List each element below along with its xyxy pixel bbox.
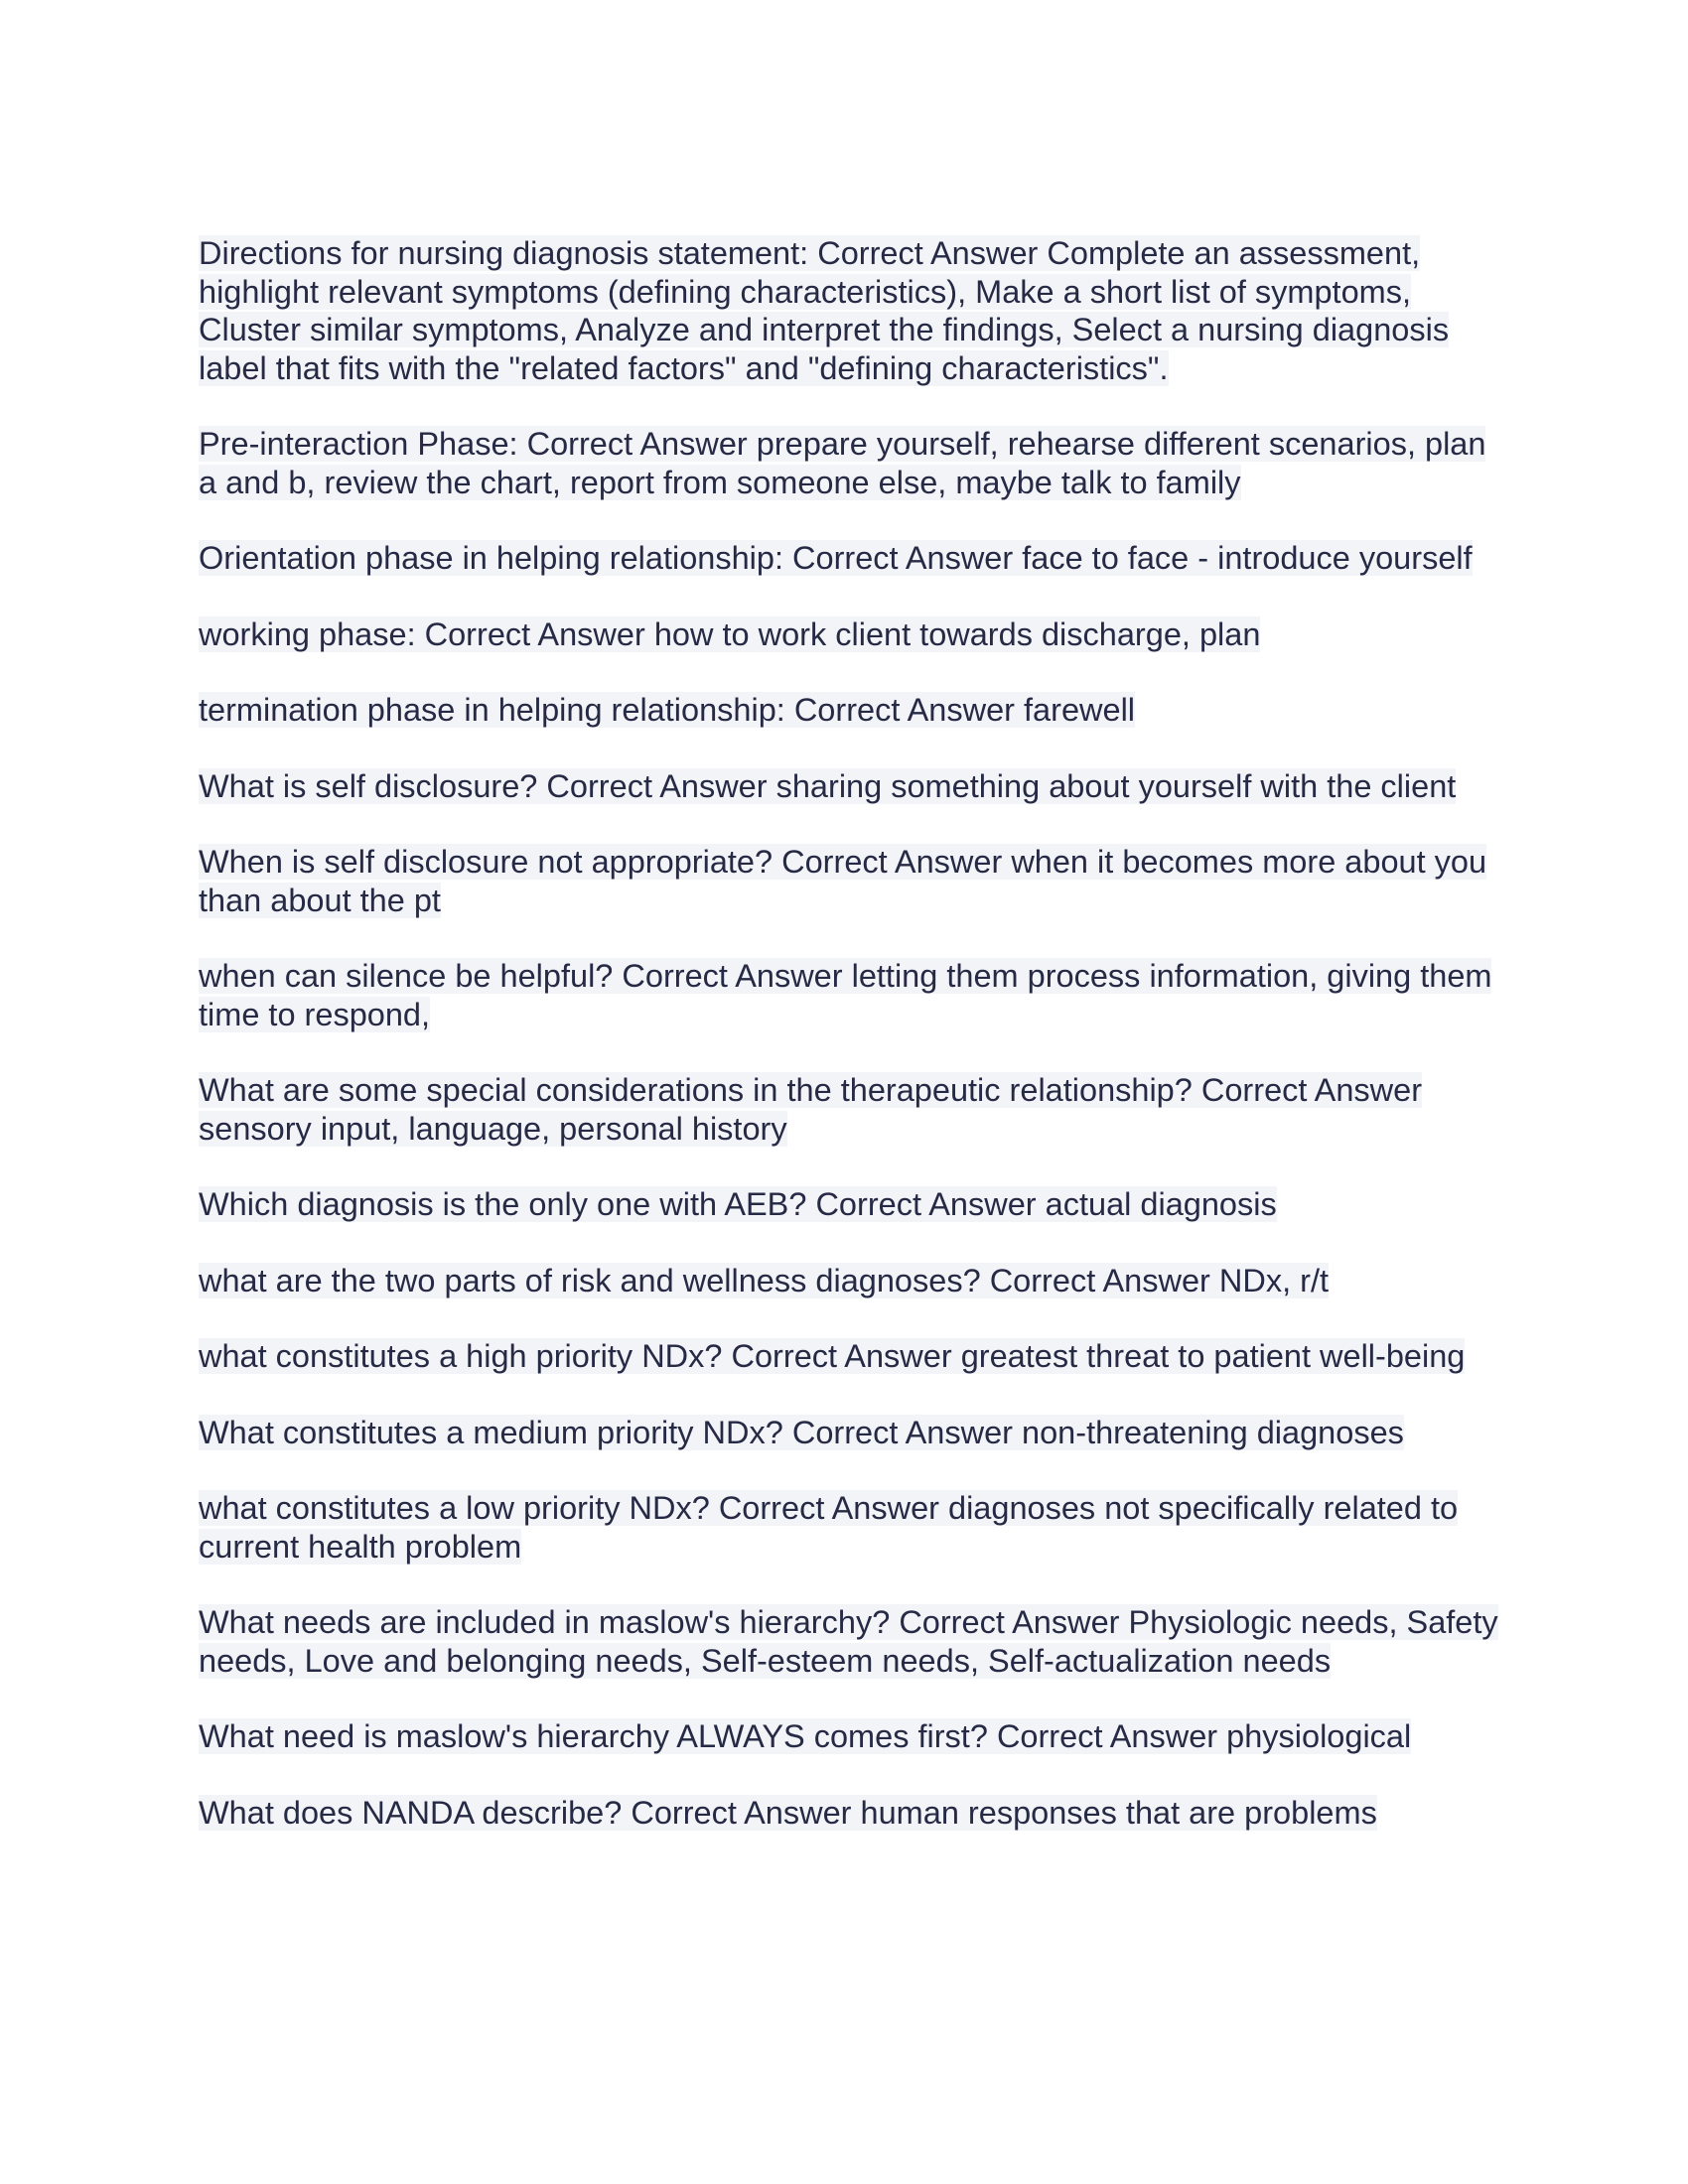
answer-text: prepare yourself, rehearse different scenarios, plan a and b, review the chart, report from someone else, maybe talk to family — [199, 426, 1486, 500]
question-text: What is self disclosure? — [199, 767, 538, 804]
qa-entry — [199, 1337, 1499, 1376]
answer-marker: Correct Answer — [631, 1794, 852, 1831]
qa-text — [199, 691, 1499, 730]
qa-text — [199, 1489, 1499, 1566]
question-text: What does NANDA describe? — [199, 1794, 623, 1831]
question-text: what constitutes a high priority NDx? — [199, 1338, 723, 1374]
qa-text — [199, 843, 1499, 919]
qa-highlight — [199, 1604, 1498, 1679]
answer-marker: Correct Answer — [792, 540, 1014, 576]
question-text: what constitutes a low priority NDx? — [199, 1490, 710, 1526]
answer-text: how to work client towards discharge, plan — [653, 615, 1261, 652]
qa-highlight — [199, 1415, 1404, 1450]
answer-text: greatest threat to patient well-being — [960, 1338, 1466, 1374]
qa-entry — [199, 1717, 1499, 1756]
qa-entry — [199, 767, 1499, 806]
qa-entry — [199, 234, 1499, 387]
qa-entry — [199, 1414, 1499, 1452]
qa-highlight — [199, 1186, 1277, 1222]
answer-marker: Correct Answer — [546, 767, 768, 804]
answer-text: when it becomes more about you than about the pt — [199, 844, 1487, 918]
qa-text — [199, 1185, 1499, 1224]
question-text: working phase: — [199, 615, 416, 652]
answer-text: Complete an assessment, highlight relevant symptoms (defining characteristics), Make a short list of symptoms, Cluster similar symptoms, Analyze and interpret the findings, Select a nursing diagnosis label that fits with the "related factors" and "defining characteristics". — [199, 235, 1450, 386]
qa-highlight — [199, 958, 1491, 1032]
question-text: when can silence be helpful? — [199, 958, 614, 994]
answer-marker: Correct Answer — [526, 426, 748, 462]
answer-marker: Correct Answer — [989, 1262, 1210, 1298]
answer-marker: Correct Answer — [793, 692, 1015, 728]
answer-marker: Correct Answer — [781, 844, 1003, 880]
qa-text — [199, 1717, 1499, 1756]
answer-text: diagnoses not specifically related to current health problem — [199, 1490, 1459, 1565]
qa-highlight — [199, 768, 1456, 804]
qa-entry — [199, 1071, 1499, 1148]
qa-text — [199, 1414, 1499, 1452]
qa-entry — [199, 425, 1499, 501]
qa-highlight — [199, 540, 1473, 576]
qa-text — [199, 615, 1499, 654]
answer-text: non-threatening diagnoses — [1022, 1414, 1404, 1450]
qa-highlight — [199, 235, 1449, 386]
qa-entry — [199, 1603, 1499, 1680]
qa-text — [199, 957, 1499, 1033]
qa-entry — [199, 615, 1499, 654]
answer-text: actual diagnosis — [1045, 1186, 1277, 1222]
qa-highlight — [199, 1263, 1329, 1298]
qa-highlight — [199, 692, 1135, 728]
answer-text: human responses that are problems — [860, 1794, 1377, 1831]
qa-list — [199, 234, 1499, 1869]
answer-marker: Correct Answer — [996, 1718, 1218, 1754]
qa-text — [199, 1071, 1499, 1148]
qa-highlight — [199, 1795, 1377, 1831]
question-text: What constitutes a medium priority NDx? — [199, 1414, 783, 1450]
question-text: What are some special considerations in the therapeutic relationship? — [199, 1072, 1193, 1108]
qa-text — [199, 234, 1499, 387]
qa-text — [199, 425, 1499, 501]
question-text: Directions for nursing diagnosis statement: — [199, 235, 809, 271]
question-text: what are the two parts of risk and wellness diagnoses? — [199, 1262, 981, 1298]
qa-text — [199, 1603, 1499, 1680]
qa-text — [199, 1337, 1499, 1376]
qa-highlight — [199, 1718, 1411, 1754]
answer-text: sensory input, language, personal history — [199, 1110, 787, 1147]
question-text: What need is maslow's hierarchy ALWAYS comes first? — [199, 1718, 988, 1754]
qa-highlight — [199, 616, 1260, 652]
qa-highlight — [199, 1072, 1422, 1147]
question-text: Orientation phase in helping relationship: — [199, 540, 783, 576]
qa-entry — [199, 691, 1499, 730]
question-text: When is self disclosure not appropriate? — [199, 844, 774, 880]
answer-marker: Correct Answer — [424, 615, 645, 652]
answer-text: physiological — [1226, 1718, 1412, 1754]
qa-entry — [199, 1262, 1499, 1300]
answer-text: farewell — [1024, 692, 1136, 728]
answer-text: NDx, r/t — [1218, 1262, 1330, 1298]
qa-entry — [199, 843, 1499, 919]
answer-marker: Correct Answer — [899, 1604, 1120, 1640]
qa-highlight — [199, 844, 1486, 918]
qa-text — [199, 767, 1499, 806]
answer-marker: Correct Answer — [1200, 1072, 1423, 1108]
qa-text — [199, 1794, 1499, 1833]
question-text: What needs are included in maslow's hierarchy? — [199, 1604, 891, 1640]
question-text: termination phase in helping relationship: — [199, 692, 785, 728]
answer-marker: Correct Answer — [815, 1186, 1037, 1222]
question-text: Which diagnosis is the only one with AEB? — [199, 1186, 807, 1222]
qa-entry — [199, 539, 1499, 578]
answer-marker: Correct Answer — [731, 1338, 952, 1374]
answer-marker: Correct Answer — [622, 958, 843, 994]
answer-text: sharing something about yourself with the client — [775, 767, 1457, 804]
qa-text — [199, 539, 1499, 578]
answer-marker: Correct Answer — [817, 235, 1039, 271]
qa-entry — [199, 1489, 1499, 1566]
qa-highlight — [199, 1338, 1465, 1374]
qa-entry — [199, 1185, 1499, 1224]
question-text: Pre-interaction Phase: — [199, 426, 518, 462]
qa-highlight — [199, 426, 1485, 500]
qa-entry — [199, 957, 1499, 1033]
answer-text: Physiologic needs, Safety needs, Love and belonging needs, Self-esteem needs, Self-actualization needs — [199, 1604, 1498, 1679]
answer-marker: Correct Answer — [718, 1490, 939, 1526]
answer-text: letting them process information, giving them time to respond, — [199, 958, 1492, 1032]
qa-entry — [199, 1794, 1499, 1833]
answer-marker: Correct Answer — [791, 1414, 1013, 1450]
answer-text: face to face - introduce yourself — [1022, 540, 1473, 576]
qa-text — [199, 1262, 1499, 1300]
qa-highlight — [199, 1490, 1458, 1565]
